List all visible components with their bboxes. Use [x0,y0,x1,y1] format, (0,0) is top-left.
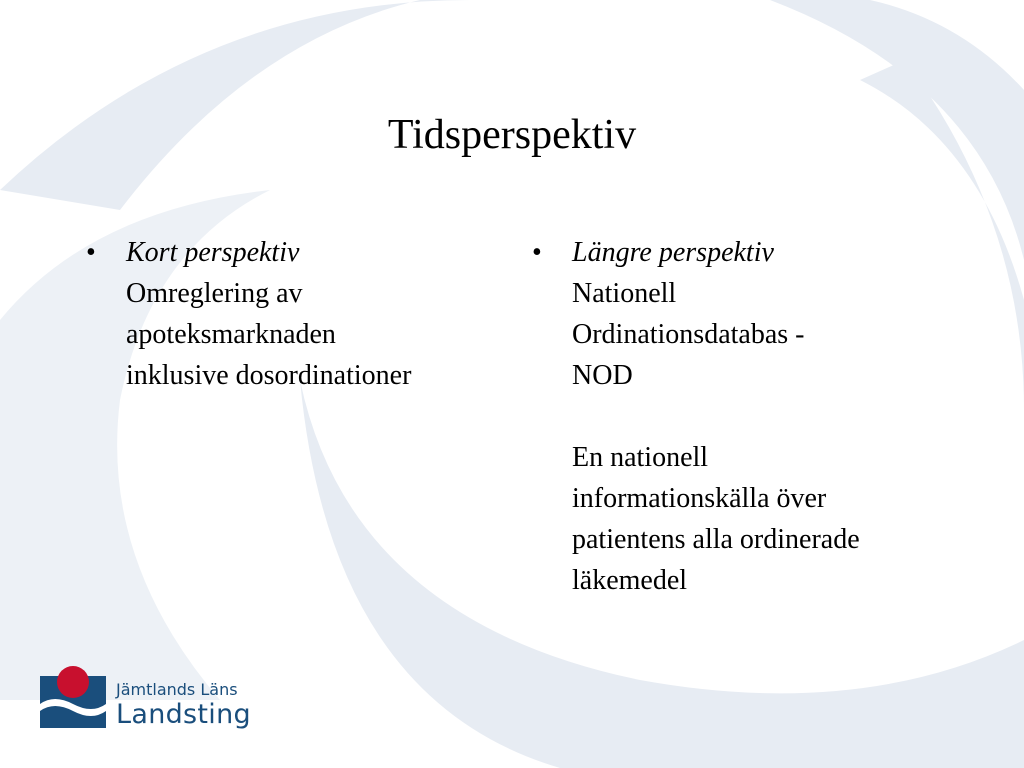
right-line: NOD [572,360,633,391]
jll-logo-icon [40,664,110,734]
bullet-marker: • [86,237,96,268]
logo-line2: Landsting [116,699,251,730]
right-bullet-item [532,232,972,601]
logo-red-sun [57,666,89,698]
right-line: läkemedel [572,565,688,596]
paragraph-spacer [572,396,972,437]
right-heading: Längre perspektiv [572,237,774,268]
swirl-arc-top [0,0,470,210]
left-heading: Kort perspektiv [126,237,300,268]
organization-logo [40,664,280,744]
logo-line1: Jämtlands Läns [116,680,238,699]
right-bullet-text [572,232,972,601]
logo-text [116,680,251,730]
left-line: inklusive dosordinationer [126,360,412,391]
left-bullet-item [86,232,506,396]
right-line: informationskälla över [572,483,827,514]
right-line: Nationell [572,278,677,309]
right-line: Ordinationsdatabas - [572,319,805,350]
right-line: patientens alla ordinerade [572,524,860,555]
left-bullet-text [126,232,506,396]
right-line: En nationell [572,442,709,473]
slide-title: Tidsperspektiv [387,112,637,158]
left-line: Omreglering av [126,278,303,309]
right-column [532,232,972,601]
left-column [86,232,506,396]
bullet-marker: • [532,237,542,268]
left-line: apoteksmarknaden [126,319,336,350]
